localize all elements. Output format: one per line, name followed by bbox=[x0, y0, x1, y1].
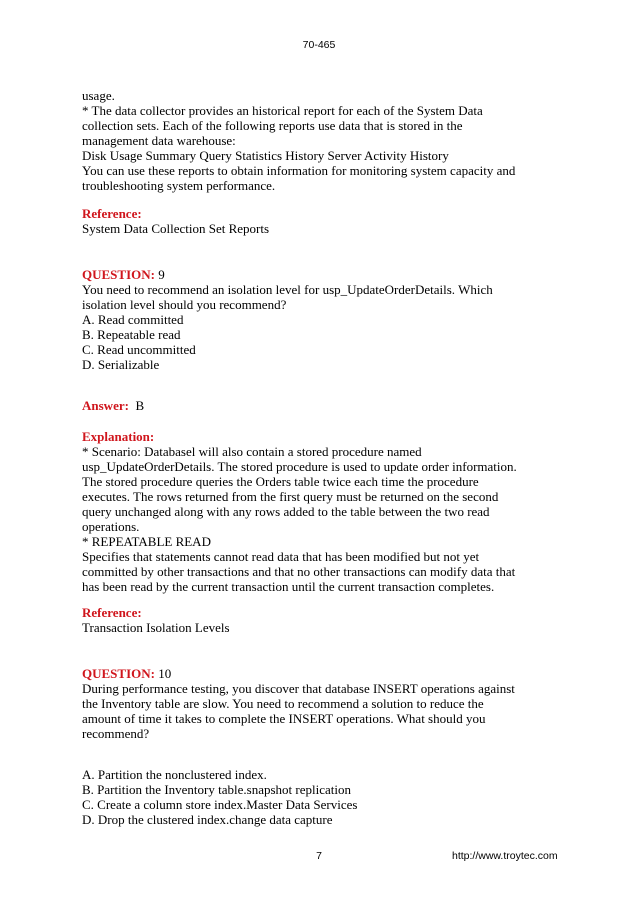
explanation-line: committed by other transactions and that no other transactions can modify data that bbox=[82, 564, 516, 579]
question-text-line: During performance testing, you discover that database INSERT operations against bbox=[82, 681, 515, 696]
explanation-line: has been read by the current transaction until the current transaction completes. bbox=[82, 579, 495, 594]
question-text-line: isolation level should you recommend? bbox=[82, 297, 287, 312]
explanation-line: * Scenario: Databasel will also contain a stored procedure named bbox=[82, 444, 422, 459]
explanation-line: executes. The rows returned from the first query must be returned on the second bbox=[82, 489, 499, 504]
reference-section bbox=[82, 206, 552, 236]
explanation-line: operations. bbox=[82, 519, 140, 534]
intro-line: usage. bbox=[82, 88, 115, 103]
question-text-line: amount of time it takes to complete the INSERT operations. What should you bbox=[82, 711, 486, 726]
answer-section bbox=[82, 398, 552, 413]
intro-line: You can use these reports to obtain information for monitoring system capacity and bbox=[82, 163, 516, 178]
page-header-exam-code: 70-465 bbox=[302, 39, 336, 51]
answer-option: D. Serializable bbox=[82, 357, 160, 372]
intro-line: management data warehouse: bbox=[82, 133, 236, 148]
reference-text: System Data Collection Set Reports bbox=[82, 221, 270, 236]
question-text-line: the Inventory table are slow. You need to recommend a solution to reduce the bbox=[82, 696, 484, 711]
reference-label: Reference: bbox=[82, 605, 142, 620]
reference-section bbox=[82, 605, 552, 635]
answer-option: C. Read uncommitted bbox=[82, 342, 196, 357]
intro-line: Disk Usage Summary Query Statistics History Server Activity History bbox=[82, 148, 449, 163]
reference-label: Reference: bbox=[82, 206, 142, 221]
question-9 bbox=[82, 267, 552, 372]
answer-option: D. Drop the clustered index.change data capture bbox=[82, 812, 333, 827]
answer-label: Answer: bbox=[82, 398, 129, 413]
question-number: 10 bbox=[158, 666, 172, 681]
explanation-line: Specifies that statements cannot read data that has been modified but not yet bbox=[82, 549, 480, 564]
explanation-line: usp_UpdateOrderDetails. The stored procedure is used to update order information. bbox=[82, 459, 517, 474]
question-label: QUESTION: bbox=[82, 267, 155, 282]
question-10 bbox=[82, 666, 552, 741]
explanation-line: The stored procedure queries the Orders table twice each time the procedure bbox=[82, 474, 479, 489]
question-number: 9 bbox=[158, 267, 165, 282]
footer-url-link[interactable]: http://www.troytec.com bbox=[452, 850, 558, 862]
answer-option: A. Partition the nonclustered index. bbox=[82, 767, 267, 782]
explanation-label: Explanation: bbox=[82, 429, 155, 444]
answer-option: B. Partition the Inventory table.snapshot replication bbox=[82, 782, 351, 797]
question-label: QUESTION: bbox=[82, 666, 155, 681]
explanation-section bbox=[82, 429, 552, 594]
question-10-options bbox=[82, 767, 552, 827]
answer-value: B bbox=[135, 398, 145, 413]
answer-option: A. Read committed bbox=[82, 312, 184, 327]
question-text-line: recommend? bbox=[82, 726, 150, 741]
answer-option: C. Create a column store index.Master Data Services bbox=[82, 797, 358, 812]
intro-line: * The data collector provides an historical report for each of the System Data bbox=[82, 103, 483, 118]
intro-paragraph bbox=[82, 88, 552, 193]
question-text-line: You need to recommend an isolation level for usp_UpdateOrderDetails. Which bbox=[82, 282, 493, 297]
intro-line: collection sets. Each of the following reports use data that is stored in the bbox=[82, 118, 463, 133]
intro-line: troubleshooting system performance. bbox=[82, 178, 276, 193]
explanation-line: * REPEATABLE READ bbox=[82, 534, 211, 549]
reference-text: Transaction Isolation Levels bbox=[82, 620, 230, 635]
answer-option: B. Repeatable read bbox=[82, 327, 181, 342]
explanation-line: query unchanged along with any rows added to the table between the two read bbox=[82, 504, 490, 519]
page-number: 7 bbox=[316, 850, 322, 862]
